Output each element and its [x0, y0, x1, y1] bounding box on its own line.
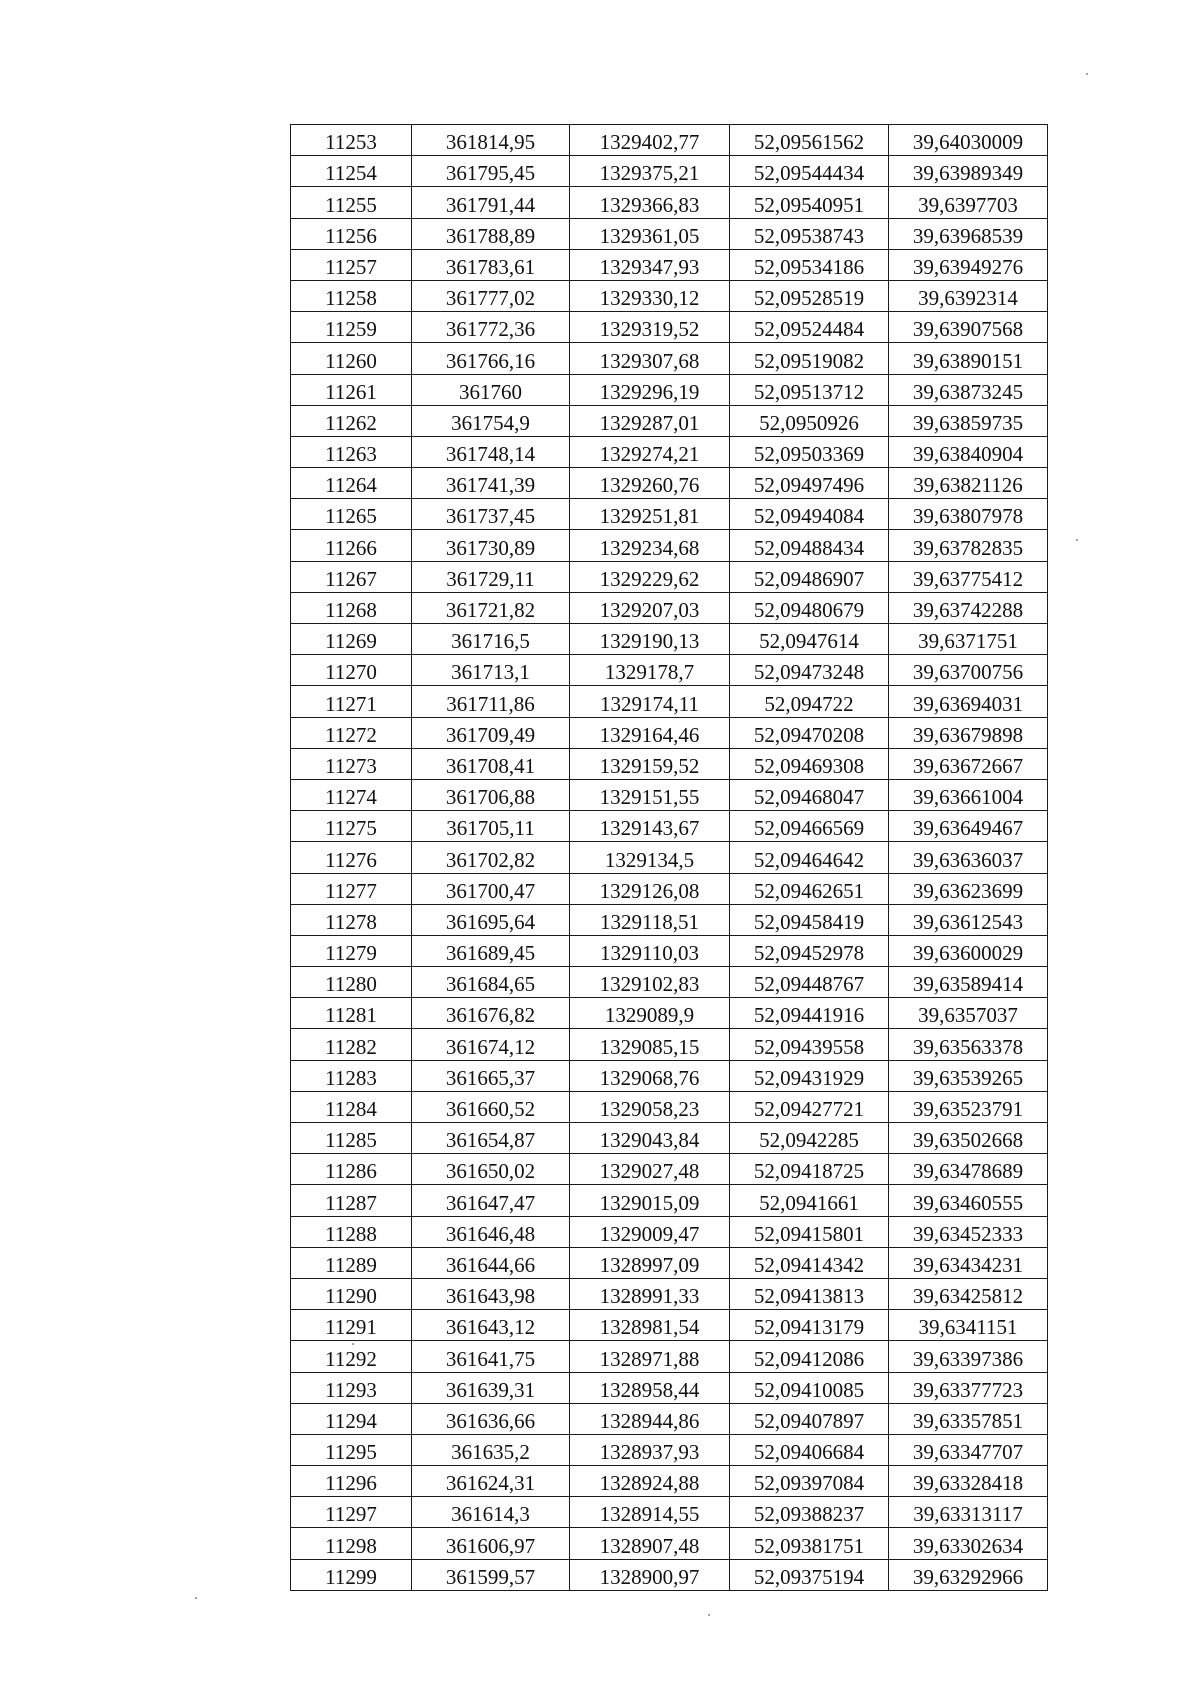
latitude-cell: 52,09448767 — [730, 967, 889, 998]
y-coordinate-cell: 1329151,55 — [570, 779, 730, 810]
longitude-cell: 39,63460555 — [889, 1185, 1048, 1216]
longitude-cell: 39,63600029 — [889, 935, 1048, 966]
point-number-cell: 11286 — [291, 1154, 412, 1185]
point-number-cell: 11295 — [291, 1434, 412, 1465]
latitude-cell: 52,09473248 — [730, 655, 889, 686]
point-number-cell: 11277 — [291, 873, 412, 904]
x-coordinate-cell: 361660,52 — [412, 1091, 570, 1122]
longitude-cell: 39,63478689 — [889, 1154, 1048, 1185]
table-row — [291, 249, 1048, 280]
point-number-cell: 11268 — [291, 592, 412, 623]
point-number-cell: 11257 — [291, 249, 412, 280]
table-row — [291, 468, 1048, 499]
latitude-cell: 52,09427721 — [730, 1091, 889, 1122]
latitude-cell: 52,09413179 — [730, 1310, 889, 1341]
x-coordinate-cell: 361654,87 — [412, 1123, 570, 1154]
y-coordinate-cell: 1328958,44 — [570, 1372, 730, 1403]
longitude-cell: 39,63589414 — [889, 967, 1048, 998]
table-row — [291, 1528, 1048, 1559]
table-row — [291, 436, 1048, 467]
x-coordinate-cell: 361772,36 — [412, 312, 570, 343]
longitude-cell: 39,6357037 — [889, 998, 1048, 1029]
longitude-cell: 39,6341151 — [889, 1310, 1048, 1341]
point-number-cell: 11258 — [291, 280, 412, 311]
point-number-cell: 11263 — [291, 436, 412, 467]
longitude-cell: 39,6392314 — [889, 280, 1048, 311]
x-coordinate-cell: 361614,3 — [412, 1497, 570, 1528]
point-number-cell: 11254 — [291, 156, 412, 187]
table-row — [291, 218, 1048, 249]
latitude-cell: 52,09480679 — [730, 592, 889, 623]
latitude-cell: 52,09544434 — [730, 156, 889, 187]
point-number-cell: 11296 — [291, 1466, 412, 1497]
x-coordinate-cell: 361635,2 — [412, 1434, 570, 1465]
latitude-cell: 52,09375194 — [730, 1559, 889, 1590]
point-number-cell: 11298 — [291, 1528, 412, 1559]
point-number-cell: 11290 — [291, 1278, 412, 1309]
table-row — [291, 624, 1048, 655]
latitude-cell: 52,09524484 — [730, 312, 889, 343]
point-number-cell: 11265 — [291, 499, 412, 530]
x-coordinate-cell: 361777,02 — [412, 280, 570, 311]
x-coordinate-cell: 361788,89 — [412, 218, 570, 249]
x-coordinate-cell: 361716,5 — [412, 624, 570, 655]
y-coordinate-cell: 1329319,52 — [570, 312, 730, 343]
longitude-cell: 39,63821126 — [889, 468, 1048, 499]
point-number-cell: 11278 — [291, 904, 412, 935]
latitude-cell: 52,09452978 — [730, 935, 889, 966]
table-row — [291, 904, 1048, 935]
y-coordinate-cell: 1328900,97 — [570, 1559, 730, 1590]
y-coordinate-cell: 1329015,09 — [570, 1185, 730, 1216]
point-number-cell: 11255 — [291, 187, 412, 218]
latitude-cell: 52,09381751 — [730, 1528, 889, 1559]
x-coordinate-cell: 361674,12 — [412, 1029, 570, 1060]
latitude-cell: 52,09561562 — [730, 125, 889, 156]
point-number-cell: 11282 — [291, 1029, 412, 1060]
point-number-cell: 11293 — [291, 1372, 412, 1403]
x-coordinate-cell: 361814,95 — [412, 125, 570, 156]
latitude-cell: 52,09538743 — [730, 218, 889, 249]
table-row — [291, 686, 1048, 717]
point-number-cell: 11264 — [291, 468, 412, 499]
point-number-cell: 11285 — [291, 1123, 412, 1154]
scan-speck — [352, 1343, 354, 1345]
y-coordinate-cell: 1329190,13 — [570, 624, 730, 655]
longitude-cell: 39,63649467 — [889, 811, 1048, 842]
longitude-cell: 39,63859735 — [889, 405, 1048, 436]
scan-speck — [1076, 539, 1078, 541]
y-coordinate-cell: 1329207,03 — [570, 592, 730, 623]
latitude-cell: 52,09468047 — [730, 779, 889, 810]
x-coordinate-cell: 361713,1 — [412, 655, 570, 686]
point-number-cell: 11299 — [291, 1559, 412, 1590]
x-coordinate-cell: 361624,31 — [412, 1466, 570, 1497]
table-row — [291, 655, 1048, 686]
table-row — [291, 280, 1048, 311]
latitude-cell: 52,09413813 — [730, 1278, 889, 1309]
y-coordinate-cell: 1328907,48 — [570, 1528, 730, 1559]
longitude-cell: 39,63434231 — [889, 1247, 1048, 1278]
x-coordinate-cell: 361730,89 — [412, 530, 570, 561]
latitude-cell: 52,09397084 — [730, 1466, 889, 1497]
longitude-cell: 39,63968539 — [889, 218, 1048, 249]
y-coordinate-cell: 1329347,93 — [570, 249, 730, 280]
point-number-cell: 11256 — [291, 218, 412, 249]
point-number-cell: 11259 — [291, 312, 412, 343]
longitude-cell: 39,63612543 — [889, 904, 1048, 935]
y-coordinate-cell: 1329287,01 — [570, 405, 730, 436]
latitude-cell: 52,09462651 — [730, 873, 889, 904]
x-coordinate-cell: 361721,82 — [412, 592, 570, 623]
x-coordinate-cell: 361741,39 — [412, 468, 570, 499]
table-row — [291, 1434, 1048, 1465]
table-row — [291, 1123, 1048, 1154]
longitude-cell: 39,63523791 — [889, 1091, 1048, 1122]
x-coordinate-cell: 361706,88 — [412, 779, 570, 810]
point-number-cell: 11280 — [291, 967, 412, 998]
latitude-cell: 52,09528519 — [730, 280, 889, 311]
table-row — [291, 312, 1048, 343]
point-number-cell: 11297 — [291, 1497, 412, 1528]
point-number-cell: 11272 — [291, 717, 412, 748]
table-row — [291, 374, 1048, 405]
longitude-cell: 39,63502668 — [889, 1123, 1048, 1154]
table-row — [291, 1154, 1048, 1185]
table-row — [291, 1247, 1048, 1278]
table-row — [291, 779, 1048, 810]
table-row — [291, 156, 1048, 187]
longitude-cell: 39,63452333 — [889, 1216, 1048, 1247]
table-row — [291, 1029, 1048, 1060]
longitude-cell: 39,63313117 — [889, 1497, 1048, 1528]
longitude-cell: 39,63661004 — [889, 779, 1048, 810]
y-coordinate-cell: 1329251,81 — [570, 499, 730, 530]
x-coordinate-cell: 361646,48 — [412, 1216, 570, 1247]
longitude-cell: 39,63694031 — [889, 686, 1048, 717]
table-row — [291, 1310, 1048, 1341]
point-number-cell: 11279 — [291, 935, 412, 966]
y-coordinate-cell: 1329102,83 — [570, 967, 730, 998]
table-row — [291, 811, 1048, 842]
y-coordinate-cell: 1329229,62 — [570, 561, 730, 592]
y-coordinate-cell: 1328914,55 — [570, 1497, 730, 1528]
y-coordinate-cell: 1328937,93 — [570, 1434, 730, 1465]
y-coordinate-cell: 1329402,77 — [570, 125, 730, 156]
table-row — [291, 1185, 1048, 1216]
point-number-cell: 11289 — [291, 1247, 412, 1278]
longitude-cell: 39,63775412 — [889, 561, 1048, 592]
table-row — [291, 1216, 1048, 1247]
point-number-cell: 11294 — [291, 1403, 412, 1434]
point-number-cell: 11274 — [291, 779, 412, 810]
table-row — [291, 592, 1048, 623]
longitude-cell: 39,6397703 — [889, 187, 1048, 218]
longitude-cell: 39,63782835 — [889, 530, 1048, 561]
table-row — [291, 935, 1048, 966]
y-coordinate-cell: 1329068,76 — [570, 1060, 730, 1091]
table-row — [291, 967, 1048, 998]
longitude-cell: 39,63890151 — [889, 343, 1048, 374]
y-coordinate-cell: 1328924,88 — [570, 1466, 730, 1497]
x-coordinate-cell: 361754,9 — [412, 405, 570, 436]
y-coordinate-cell: 1329361,05 — [570, 218, 730, 249]
latitude-cell: 52,09513712 — [730, 374, 889, 405]
longitude-cell: 39,63873245 — [889, 374, 1048, 405]
longitude-cell: 39,63807978 — [889, 499, 1048, 530]
latitude-cell: 52,09407897 — [730, 1403, 889, 1434]
latitude-cell: 52,09388237 — [730, 1497, 889, 1528]
latitude-cell: 52,09406684 — [730, 1434, 889, 1465]
latitude-cell: 52,09464642 — [730, 842, 889, 873]
x-coordinate-cell: 361705,11 — [412, 811, 570, 842]
table-row — [291, 1559, 1048, 1590]
scan-speck — [708, 1614, 710, 1616]
x-coordinate-cell: 361636,66 — [412, 1403, 570, 1434]
point-number-cell: 11262 — [291, 405, 412, 436]
table-row — [291, 1403, 1048, 1434]
latitude-cell: 52,09540951 — [730, 187, 889, 218]
x-coordinate-cell: 361748,14 — [412, 436, 570, 467]
latitude-cell: 52,09415801 — [730, 1216, 889, 1247]
x-coordinate-cell: 361729,11 — [412, 561, 570, 592]
x-coordinate-cell: 361708,41 — [412, 748, 570, 779]
scan-speck — [195, 1597, 197, 1599]
x-coordinate-cell: 361783,61 — [412, 249, 570, 280]
table-row — [291, 842, 1048, 873]
table-row — [291, 187, 1048, 218]
longitude-cell: 39,63636037 — [889, 842, 1048, 873]
y-coordinate-cell: 1328971,88 — [570, 1341, 730, 1372]
longitude-cell: 39,63292966 — [889, 1559, 1048, 1590]
longitude-cell: 39,63563378 — [889, 1029, 1048, 1060]
y-coordinate-cell: 1329043,84 — [570, 1123, 730, 1154]
x-coordinate-cell: 361795,45 — [412, 156, 570, 187]
table-row — [291, 748, 1048, 779]
x-coordinate-cell: 361647,47 — [412, 1185, 570, 1216]
x-coordinate-cell: 361644,66 — [412, 1247, 570, 1278]
longitude-cell: 39,63700756 — [889, 655, 1048, 686]
latitude-cell: 52,09441916 — [730, 998, 889, 1029]
point-number-cell: 11253 — [291, 125, 412, 156]
point-number-cell: 11287 — [291, 1185, 412, 1216]
table-row — [291, 125, 1048, 156]
latitude-cell: 52,09412086 — [730, 1341, 889, 1372]
point-number-cell: 11271 — [291, 686, 412, 717]
y-coordinate-cell: 1329274,21 — [570, 436, 730, 467]
longitude-cell: 39,63840904 — [889, 436, 1048, 467]
point-number-cell: 11292 — [291, 1341, 412, 1372]
point-number-cell: 11288 — [291, 1216, 412, 1247]
longitude-cell: 39,63949276 — [889, 249, 1048, 280]
longitude-cell: 39,63377723 — [889, 1372, 1048, 1403]
y-coordinate-cell: 1329307,68 — [570, 343, 730, 374]
longitude-cell: 39,63357851 — [889, 1403, 1048, 1434]
y-coordinate-cell: 1329089,9 — [570, 998, 730, 1029]
y-coordinate-cell: 1329375,21 — [570, 156, 730, 187]
scan-speck — [1086, 73, 1088, 75]
table-row — [291, 561, 1048, 592]
y-coordinate-cell: 1329174,11 — [570, 686, 730, 717]
latitude-cell: 52,09503369 — [730, 436, 889, 467]
y-coordinate-cell: 1329058,23 — [570, 1091, 730, 1122]
table-row — [291, 530, 1048, 561]
longitude-cell: 39,63742288 — [889, 592, 1048, 623]
x-coordinate-cell: 361643,12 — [412, 1310, 570, 1341]
x-coordinate-cell: 361760 — [412, 374, 570, 405]
x-coordinate-cell: 361606,97 — [412, 1528, 570, 1559]
x-coordinate-cell: 361676,82 — [412, 998, 570, 1029]
latitude-cell: 52,09534186 — [730, 249, 889, 280]
latitude-cell: 52,094722 — [730, 686, 889, 717]
x-coordinate-cell: 361709,49 — [412, 717, 570, 748]
table-row — [291, 1466, 1048, 1497]
x-coordinate-cell: 361639,31 — [412, 1372, 570, 1403]
y-coordinate-cell: 1329260,76 — [570, 468, 730, 499]
table-row — [291, 1372, 1048, 1403]
point-number-cell: 11275 — [291, 811, 412, 842]
table-row — [291, 873, 1048, 904]
latitude-cell: 52,09469308 — [730, 748, 889, 779]
point-number-cell: 11269 — [291, 624, 412, 655]
x-coordinate-cell: 361700,47 — [412, 873, 570, 904]
longitude-cell: 39,63679898 — [889, 717, 1048, 748]
x-coordinate-cell: 361695,64 — [412, 904, 570, 935]
y-coordinate-cell: 1329330,12 — [570, 280, 730, 311]
table-row — [291, 499, 1048, 530]
y-coordinate-cell: 1329234,68 — [570, 530, 730, 561]
y-coordinate-cell: 1329178,7 — [570, 655, 730, 686]
y-coordinate-cell: 1329085,15 — [570, 1029, 730, 1060]
x-coordinate-cell: 361737,45 — [412, 499, 570, 530]
x-coordinate-cell: 361702,82 — [412, 842, 570, 873]
point-number-cell: 11266 — [291, 530, 412, 561]
point-number-cell: 11260 — [291, 343, 412, 374]
latitude-cell: 52,09494084 — [730, 499, 889, 530]
x-coordinate-cell: 361711,86 — [412, 686, 570, 717]
latitude-cell: 52,0941661 — [730, 1185, 889, 1216]
latitude-cell: 52,0947614 — [730, 624, 889, 655]
x-coordinate-cell: 361641,75 — [412, 1341, 570, 1372]
latitude-cell: 52,09486907 — [730, 561, 889, 592]
y-coordinate-cell: 1329118,51 — [570, 904, 730, 935]
latitude-cell: 52,0942285 — [730, 1123, 889, 1154]
latitude-cell: 52,09497496 — [730, 468, 889, 499]
x-coordinate-cell: 361689,45 — [412, 935, 570, 966]
latitude-cell: 52,09466569 — [730, 811, 889, 842]
y-coordinate-cell: 1329159,52 — [570, 748, 730, 779]
y-coordinate-cell: 1329164,46 — [570, 717, 730, 748]
y-coordinate-cell: 1329296,19 — [570, 374, 730, 405]
table-row — [291, 1091, 1048, 1122]
point-number-cell: 11281 — [291, 998, 412, 1029]
latitude-cell: 52,09418725 — [730, 1154, 889, 1185]
longitude-cell: 39,63328418 — [889, 1466, 1048, 1497]
table-row — [291, 405, 1048, 436]
y-coordinate-cell: 1328997,09 — [570, 1247, 730, 1278]
latitude-cell: 52,09431929 — [730, 1060, 889, 1091]
longitude-cell: 39,63347707 — [889, 1434, 1048, 1465]
x-coordinate-cell: 361766,16 — [412, 343, 570, 374]
table-row — [291, 998, 1048, 1029]
y-coordinate-cell: 1329009,47 — [570, 1216, 730, 1247]
y-coordinate-cell: 1329143,67 — [570, 811, 730, 842]
longitude-cell: 39,63907568 — [889, 312, 1048, 343]
table-row — [291, 1497, 1048, 1528]
longitude-cell: 39,63302634 — [889, 1528, 1048, 1559]
table-row — [291, 1278, 1048, 1309]
longitude-cell: 39,63425812 — [889, 1278, 1048, 1309]
point-number-cell: 11267 — [291, 561, 412, 592]
y-coordinate-cell: 1329134,5 — [570, 842, 730, 873]
table-row — [291, 343, 1048, 374]
point-number-cell: 11273 — [291, 748, 412, 779]
longitude-cell: 39,64030009 — [889, 125, 1048, 156]
y-coordinate-cell: 1328944,86 — [570, 1403, 730, 1434]
latitude-cell: 52,09470208 — [730, 717, 889, 748]
latitude-cell: 52,09458419 — [730, 904, 889, 935]
table-row — [291, 1060, 1048, 1091]
latitude-cell: 52,09488434 — [730, 530, 889, 561]
latitude-cell: 52,09410085 — [730, 1372, 889, 1403]
y-coordinate-cell: 1329126,08 — [570, 873, 730, 904]
x-coordinate-cell: 361599,57 — [412, 1559, 570, 1590]
point-number-cell: 11276 — [291, 842, 412, 873]
point-number-cell: 11284 — [291, 1091, 412, 1122]
x-coordinate-cell: 361643,98 — [412, 1278, 570, 1309]
latitude-cell: 52,09519082 — [730, 343, 889, 374]
y-coordinate-cell: 1329366,83 — [570, 187, 730, 218]
latitude-cell: 52,09414342 — [730, 1247, 889, 1278]
x-coordinate-cell: 361665,37 — [412, 1060, 570, 1091]
latitude-cell: 52,09439558 — [730, 1029, 889, 1060]
x-coordinate-cell: 361650,02 — [412, 1154, 570, 1185]
point-number-cell: 11291 — [291, 1310, 412, 1341]
point-number-cell: 11270 — [291, 655, 412, 686]
longitude-cell: 39,63989349 — [889, 156, 1048, 187]
table-row — [291, 717, 1048, 748]
point-number-cell: 11261 — [291, 374, 412, 405]
y-coordinate-cell: 1328991,33 — [570, 1278, 730, 1309]
longitude-cell: 39,6371751 — [889, 624, 1048, 655]
latitude-cell: 52,0950926 — [730, 405, 889, 436]
coordinates-table-body — [291, 125, 1048, 1591]
longitude-cell: 39,63397386 — [889, 1341, 1048, 1372]
point-number-cell: 11283 — [291, 1060, 412, 1091]
longitude-cell: 39,63539265 — [889, 1060, 1048, 1091]
y-coordinate-cell: 1329110,03 — [570, 935, 730, 966]
y-coordinate-cell: 1328981,54 — [570, 1310, 730, 1341]
table-row — [291, 1341, 1048, 1372]
longitude-cell: 39,63623699 — [889, 873, 1048, 904]
coordinates-table — [290, 124, 1048, 1591]
x-coordinate-cell: 361791,44 — [412, 187, 570, 218]
longitude-cell: 39,63672667 — [889, 748, 1048, 779]
x-coordinate-cell: 361684,65 — [412, 967, 570, 998]
y-coordinate-cell: 1329027,48 — [570, 1154, 730, 1185]
